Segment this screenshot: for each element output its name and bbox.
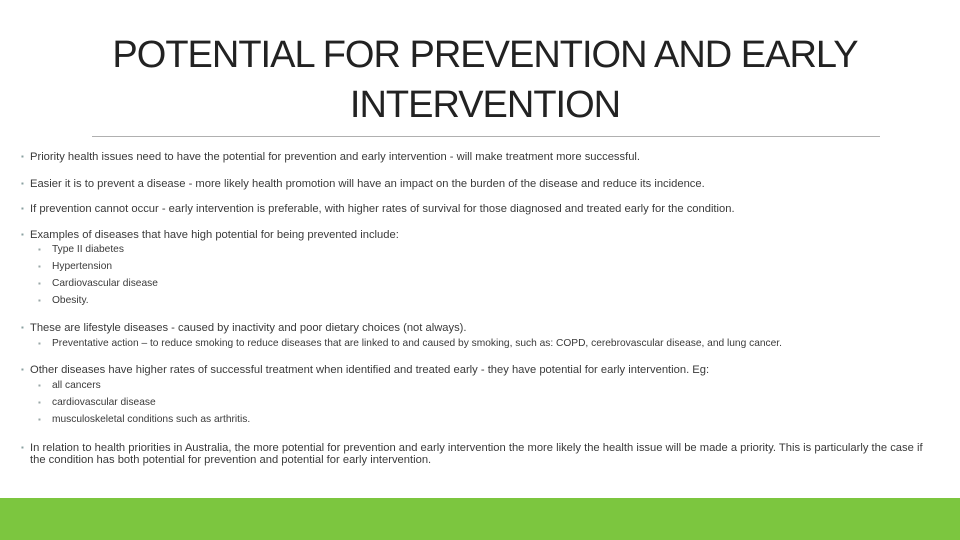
- sub-bullet-item: [38, 295, 938, 307]
- sub-bullet-marker: ▪: [38, 262, 41, 271]
- sub-bullet-marker: ▪: [38, 279, 41, 288]
- sub-bullet-text: Obesity.: [52, 295, 89, 306]
- bullet-text: Easier it is to prevent a disease - more likely health promotion will have an impact on the burden of the disease and reduce its incidence.: [30, 178, 705, 190]
- sub-bullet-text: cardiovascular disease: [52, 397, 156, 408]
- bullet-item: [20, 442, 940, 466]
- bullet-marker: ▪: [21, 443, 24, 452]
- sub-bullet-marker: ▪: [38, 381, 41, 390]
- sub-bullet-marker: ▪: [38, 296, 41, 305]
- bullet-marker: ▪: [21, 230, 24, 239]
- bullet-marker: ▪: [21, 152, 24, 161]
- sub-bullet-text: all cancers: [52, 380, 101, 391]
- sub-bullet-marker: ▪: [38, 339, 41, 348]
- sub-bullet-text: Preventative action – to reduce smoking to reduce diseases that are linked to and caused by smoking, such as: COPD, cerebrovascular disease, and lung cancer.: [52, 338, 782, 349]
- sub-bullet-item: [38, 338, 938, 350]
- bullet-item: [20, 322, 940, 334]
- bullet-item: [20, 364, 940, 376]
- bullet-item: [20, 203, 940, 215]
- sub-bullet-item: [38, 278, 938, 290]
- sub-bullet-marker: ▪: [38, 245, 41, 254]
- bullet-marker: ▪: [21, 365, 24, 374]
- sub-bullet-item: [38, 244, 938, 256]
- sub-bullet-item: [38, 380, 938, 392]
- sub-bullet-text: Cardiovascular disease: [52, 278, 158, 289]
- sub-bullet-text: Type II diabetes: [52, 244, 124, 255]
- bullet-item: [20, 178, 940, 190]
- bullet-text: In relation to health priorities in Australia, the more potential for prevention and early intervention the more likely the health issue will be made a priority. This is particularly the case if the condition has both potential for prevention and potential for early intervention.: [30, 442, 923, 466]
- bullet-item: [20, 151, 940, 163]
- bullet-marker: ▪: [21, 323, 24, 332]
- bullet-text: If prevention cannot occur - early intervention is preferable, with higher rates of survival for those diagnosed and treated early for the condition.: [30, 203, 735, 215]
- sub-bullet-marker: ▪: [38, 398, 41, 407]
- bullet-text: Other diseases have higher rates of successful treatment when identified and treated early - they have potential for early intervention. Eg:: [30, 364, 710, 376]
- sub-bullet-marker: ▪: [38, 415, 41, 424]
- sub-bullet-text: Hypertension: [52, 261, 113, 272]
- bullet-marker: ▪: [21, 204, 24, 213]
- bullet-text: These are lifestyle diseases - caused by inactivity and poor dietary choices (not always).: [30, 322, 467, 334]
- sub-bullet-item: [38, 397, 938, 409]
- page-title: POTENTIAL FOR PREVENTION AND EARLY INTERVENTION: [112, 34, 858, 126]
- bullet-item: [20, 229, 940, 241]
- bullet-text: Examples of diseases that have high potential for being prevented include:: [30, 229, 399, 241]
- footer-accent-bar: [0, 498, 960, 540]
- bullet-marker: ▪: [21, 179, 24, 188]
- sub-bullet-text: musculoskeletal conditions such as arthritis.: [52, 414, 251, 425]
- bullet-text: Priority health issues need to have the potential for prevention and early intervention - will make treatment more successful.: [30, 151, 641, 163]
- sub-bullet-item: [38, 261, 938, 273]
- sub-bullet-item: [38, 414, 938, 426]
